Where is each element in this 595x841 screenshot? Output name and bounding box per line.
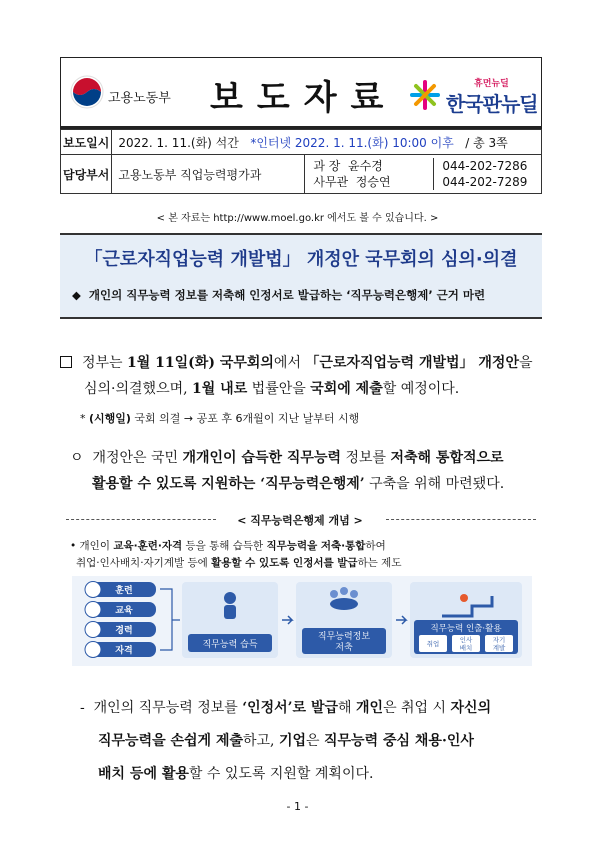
paragraph-main: 정부는 1월 11일(화) 국무회의에서 「근로자직업능력 개발법」 개정안을	[60, 348, 545, 378]
panel-save-label: 직무능력정보	[317, 632, 371, 642]
contact-row: 과 장 윤수경	[313, 159, 383, 173]
page-number: - 1 -	[286, 800, 309, 813]
headline-rule-bottom	[60, 317, 542, 319]
contact-phone: 044-202-7286	[442, 159, 528, 173]
contact-phone: 044-202-7289	[442, 175, 528, 189]
release-date-label: 보도일시	[61, 130, 112, 155]
internet-release-time: *인터넷 2022. 1. 11.(화) 10:00 이후	[250, 135, 454, 150]
paragraph-plan: - 개인의 직무능력 정보를 ‘인정서’로 발급해 개인은 취업 시 자신의 직무능력을 손쉽게 제출하고, 기업은 직무능력 중심 채용·인사 배치 등에 활용할 수 있도록 지원할 계획이다.	[80, 700, 492, 782]
concept-description: • 개인이 교육·훈련·자격 등을 통해 습득한 직무능력을 저축·통합하여 취업·인사배치·자기계발 등에 활용할 수 있도록 인정서를 발급하는 제도	[70, 540, 402, 569]
headline: 「근로자직업능력 개발법」 개정안 국무회의 심의·의결	[84, 249, 518, 270]
svg-text:자기: 자기	[492, 636, 506, 644]
concept-diagram	[72, 576, 532, 666]
contact-row: 사무관 정승연	[313, 175, 391, 189]
release-info-table	[60, 129, 542, 194]
ministry-emblem-icon	[70, 75, 104, 109]
ministry-name: 고용노동부	[108, 91, 171, 106]
subheadline: ◆ 개인의 직무능력 정보를 저축해 인정서로 발급하는 ‘직무능력은행제’ 근거 마련	[72, 288, 486, 302]
square-bullet-icon	[60, 356, 72, 368]
svg-text:저축: 저축	[335, 643, 353, 653]
release-date-value: 2022. 1. 11.(화) 석간	[118, 135, 239, 150]
svg-text:인사: 인사	[459, 636, 473, 644]
svg-text:훈련: 훈련	[115, 586, 133, 596]
page-title: 보도자료	[210, 78, 398, 118]
svg-text:교육: 교육	[115, 606, 133, 616]
department-label: 담당부서	[61, 155, 112, 194]
diamond-bullet-icon: ◆	[72, 288, 81, 302]
paragraph-purpose-cont: 활용할 수 있도록 지원하는 ‘직무능력은행제’ 구축을 위해 마련됐다.	[92, 476, 505, 492]
svg-text:취업: 취업	[426, 640, 440, 648]
paragraph-purpose: ㅇ 개정안은 국민 개개인이 습득한 직무능력 정보를 저축해 통합적으로	[70, 450, 504, 466]
svg-text:배치: 배치	[459, 644, 473, 652]
release-date-cell	[112, 130, 542, 155]
svg-text:경력: 경력	[115, 626, 133, 636]
korean-new-deal-logo-icon	[408, 78, 442, 112]
paragraph-main-cont: 심의·의결했으며, 1월 내로 법률안을 국회에 제출할 예정이다.	[84, 381, 460, 397]
effective-date-note: * (시행일) 국회 의결 → 공포 후 6개월이 지난 날부터 시행	[80, 412, 360, 425]
panel-use-label: 직무능력 인출·활용	[430, 624, 502, 634]
panel-acquire-label: 직무능력 습득	[202, 640, 258, 650]
svg-text:계발: 계발	[492, 644, 506, 652]
svg-text:자격: 자격	[115, 646, 133, 656]
contacts-cell	[305, 155, 542, 194]
department-value: 고용노동부 직업능력평가과	[112, 155, 305, 194]
circle-bullet-icon: ㅇ	[70, 450, 84, 466]
korean-new-deal-label: 한국판뉴딜	[446, 92, 538, 116]
concept-title: < 직무능력은행제 개념 >	[237, 514, 363, 527]
human-new-deal-label: 휴먼뉴딜	[474, 79, 509, 89]
website-note: < 본 자료는 http://www.moel.go.kr 에서도 볼 수 있습니다. >	[156, 213, 439, 224]
page-count: / 총 3쪽	[465, 135, 508, 150]
